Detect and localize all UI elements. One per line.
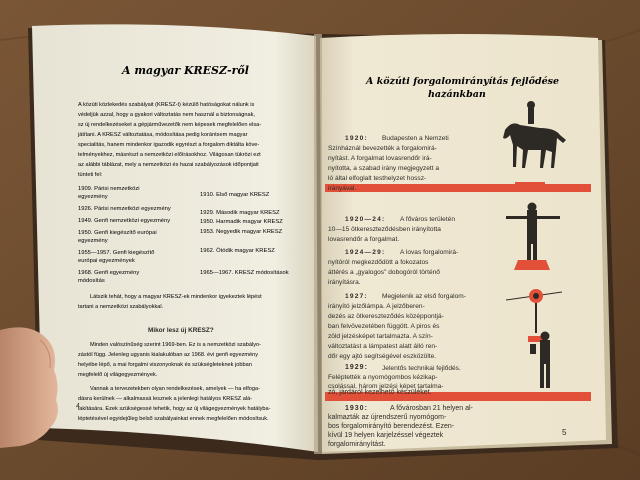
timeline-left: 1909. Párisi nemzetközi bbox=[78, 186, 140, 192]
entry-line: Színháznál bevezették a forgalomirá- bbox=[328, 145, 437, 152]
body-line: dásra kerülnek — alkalmassá lesznek a jelenlegi hatályos KRESZ alá- bbox=[78, 396, 253, 402]
intro-line: specialitás, hanem mindenkor igazodik egyrészt a forgalom diktálta köve- bbox=[78, 142, 260, 148]
entry-line: nyítóról megkezdődött a fokozatos bbox=[328, 259, 429, 266]
entry-line: áttérés a „gyalogos" dobogóról történő bbox=[328, 269, 440, 276]
entry-line: Megjelenik az első forgalom- bbox=[382, 293, 466, 300]
entry-line: dőr egy ajtó segítségével eszközölte. bbox=[328, 353, 437, 360]
illustration-base bbox=[515, 182, 545, 186]
intro-line: az alábbi táblázat, mely a nemzetközi és hazai szabályozások időpontjait bbox=[78, 162, 259, 168]
entry-line: 10—15 ötkereszteződésben irányította bbox=[328, 226, 441, 233]
entry-line: A lovas forgalomirá- bbox=[400, 249, 459, 256]
entry-1930-line: kalmazták az újrendszerű nyomógom- bbox=[328, 414, 447, 421]
intro-line: sz új rendelkezéseket a gépjárművezetők nem képesek megfelelően elsa- bbox=[78, 122, 262, 128]
entry-year: 1920—24: bbox=[345, 216, 386, 223]
intro-line: tünteti fel: bbox=[78, 172, 103, 178]
closing-line: Látszik tehát, hogy a magyar KRESZ-ek mindenkor igyekeztek lépést bbox=[90, 294, 262, 300]
timeline-left: európai egyezmények bbox=[78, 258, 135, 264]
divider-rule bbox=[325, 184, 591, 192]
entry-year: 1927: bbox=[345, 293, 368, 300]
entry-1930-line: bos forgalomirányító berendezést. Ezen- bbox=[328, 423, 455, 430]
timeline-right: 1953. Negyedik magyar KRESZ bbox=[200, 229, 283, 235]
right-page-number: 5 bbox=[562, 428, 567, 437]
timeline-right: 1962. Ötödik magyar KRESZ bbox=[200, 248, 275, 254]
intro-line: védeljük azzal, hogy a gyakori változtatás nem használ a biztonságnak, bbox=[78, 112, 255, 118]
body-line: helyébe lépő, a mai forgalmi viszonyoknak és szükségleteknek jobban bbox=[78, 362, 252, 368]
timeline-left: egyezmény bbox=[78, 194, 108, 200]
entry-line: Jelentős technikai fejlődés. bbox=[382, 365, 461, 372]
body-line: Minden valószínűség szerint 1969-ben. Ez is a nemzetközi szabályo- bbox=[90, 342, 262, 348]
entry-line: csolással, három jelzési képet tartalma- bbox=[328, 383, 444, 390]
right-page-title: A közúti forgalomirányítás fejlődése bbox=[366, 76, 560, 87]
intro-line: játítani. A KRESZ változtatása, módosítása pedig korántsem magyar bbox=[78, 132, 248, 138]
intro-line: A közúti közlekedés szabályait (KRESZ-t) kézülő hatóságokat nálunk is bbox=[78, 102, 255, 108]
timeline-left: 1926. Párisi nemzetközi egyezmény bbox=[78, 206, 171, 212]
entry-line: ban felvövezetében függött. A piros és bbox=[328, 323, 440, 330]
timeline-left: 1955—1957. Genfi kiegészítő bbox=[78, 250, 155, 256]
entry-line: nyította, a szabad irány megjegyzett a bbox=[328, 165, 440, 172]
entry-line: zöld jelzésképet tartalmazta. A szín- bbox=[328, 333, 433, 340]
history-entry bbox=[345, 317, 368, 324]
entry-line: A főváros területén bbox=[400, 216, 455, 223]
entry-year: 1920: bbox=[345, 135, 368, 142]
entry-1930-line: A fővárosban 21 helyen al- bbox=[390, 405, 473, 412]
right-page-title-line2: hazánkban bbox=[428, 89, 486, 100]
entry-line: irányításra. bbox=[328, 279, 361, 286]
entry-line: nyítást. A forgalmat lovasrendőr irá- bbox=[328, 155, 432, 162]
entry-line: Budapesten a Nemzeti bbox=[382, 135, 449, 142]
entry-1929-year: 1929: bbox=[345, 364, 368, 371]
timeline-right: 1929. Második magyar KRESZ bbox=[200, 210, 280, 216]
timeline-right: 1965—1967. KRESZ módosítások bbox=[200, 270, 289, 276]
entry-year: 1924—29: bbox=[345, 249, 386, 256]
left-subheading: Mikor lesz új KRESZ? bbox=[148, 327, 214, 334]
entry-1929-line: zó, járdáról kezelhető készüléket. bbox=[328, 389, 432, 396]
entry-line: ló által elfoglalt testhelyzet hossz- bbox=[328, 175, 427, 182]
divider-rule bbox=[325, 392, 591, 401]
entry-1930-year: 1930: bbox=[345, 405, 368, 412]
book-gutter bbox=[314, 34, 322, 454]
timeline-left: módosítás bbox=[78, 278, 105, 284]
timeline-right: 1910. Első magyar KRESZ bbox=[200, 192, 270, 198]
entry-1930-line: forgalomirányítást. bbox=[328, 441, 386, 448]
entry-line: változtatást a lámpatest alatt álló ren- bbox=[328, 343, 438, 350]
body-line: lakítására. Ezek szükségessé tehetik, hogy az új világegyezmények hatályba- bbox=[78, 406, 271, 412]
timeline-left: egyezmény bbox=[78, 238, 108, 244]
timeline-right: 1950. Harmadik magyar KRESZ bbox=[200, 219, 283, 225]
timeline-left: 1949. Genfi nemzetközi egyezmény bbox=[78, 218, 171, 224]
entry-line: Feléptették a nyomógombos kézikap- bbox=[328, 374, 438, 381]
timeline-left: 1968. Genfi egyezmény bbox=[78, 270, 140, 276]
body-line: megfelelő új világegyezmények. bbox=[78, 372, 158, 378]
timeline-left: 1950. Genfi kiegészítő európai bbox=[78, 230, 157, 236]
left-page-title: A magyar KRESZ-ről bbox=[122, 64, 249, 77]
left-page-number: 4 bbox=[76, 403, 80, 410]
entry-line: irányával. bbox=[328, 185, 357, 192]
intro-line: telményekhez, másrészt a nemzetközi előírásokhoz. Világosan tükrözi ezt bbox=[78, 152, 261, 158]
body-line: léptetésével egyidejűleg belső szabályainkat ennek megfelelően módosítsuk. bbox=[78, 416, 269, 422]
body-line: Vannak a tervezetekben olyan rendelkezések, amelyek — ha elfoga- bbox=[90, 386, 260, 392]
entry-line: irányító jelzőlámpa. A jelzőberen- bbox=[328, 303, 425, 310]
entry-line: lovasrendőr a forgalmat. bbox=[328, 236, 400, 243]
entry-line: dezés az ötkereszteződés középpontjá- bbox=[328, 313, 444, 320]
body-line: zástól függ. Jelenleg ugyanis kialakulóban az 1968. évi genfi egyezmény bbox=[78, 352, 259, 358]
entry-1930-line: kívül 19 helyen karjelzéssel végeztek bbox=[328, 432, 444, 439]
closing-line: tartani a nemzetközi szabályokkal. bbox=[78, 304, 164, 310]
